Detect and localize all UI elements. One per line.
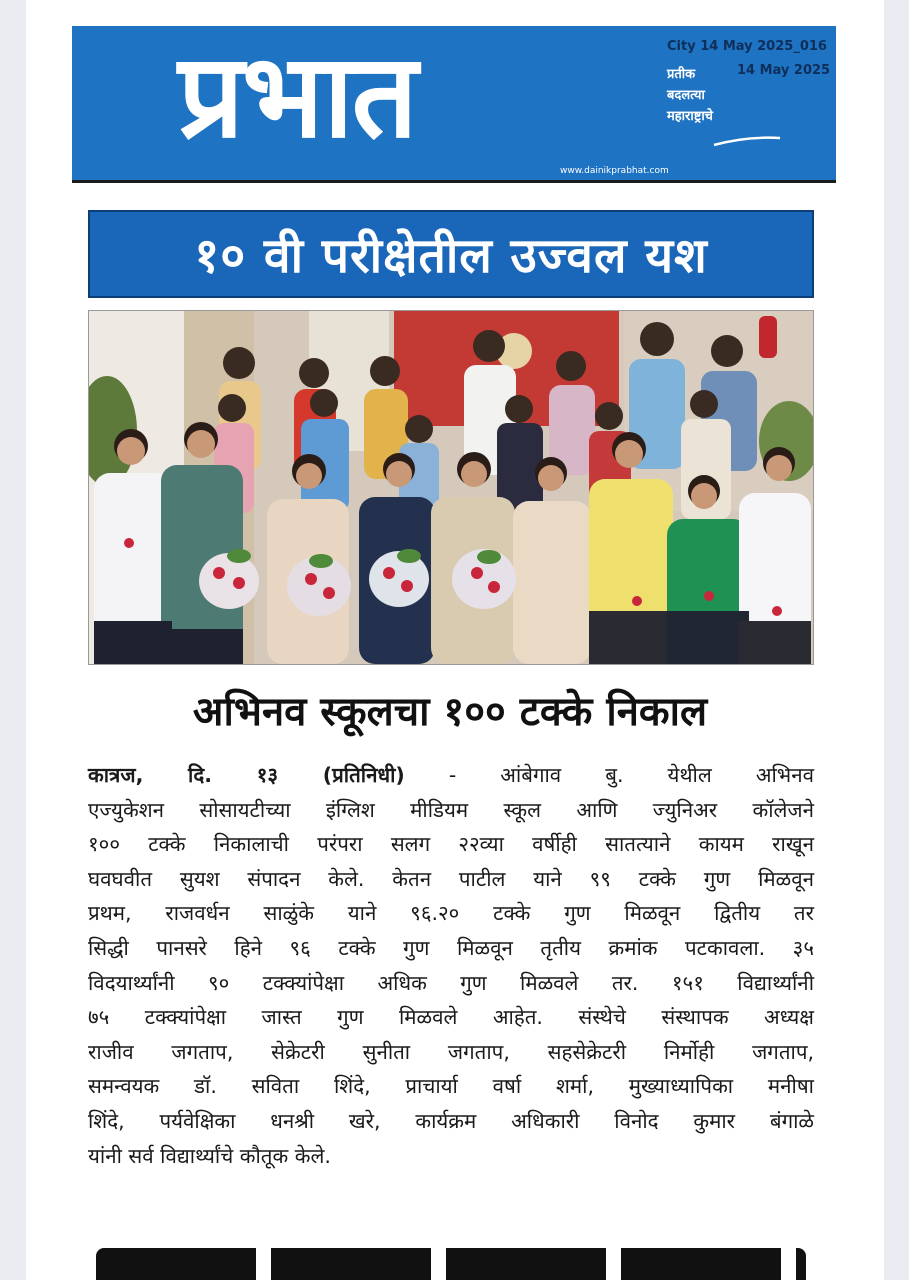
article-line: एज्युकेशन सोसायटीच्या इंग्लिश मीडियम स्कूल आणि ज्युनिअर कॉलेजने — [88, 797, 814, 822]
website-url: www.dainikprabhat.com — [560, 166, 669, 176]
article-line: राजीव जगताप, सेक्रेटरी सुनीता जगताप, सहसेक्रेटरी निर्मोही जगताप, — [88, 1039, 814, 1064]
tagline-line: महाराष्ट्राचे — [667, 109, 713, 124]
group-photo — [88, 310, 814, 665]
article-line: शिंदे, पर्यवेक्षिका धनश्री खरे, कार्यक्रम अधिकारी विनोद कुमार बंगाळे — [88, 1108, 814, 1133]
article-line — [88, 758, 814, 793]
tagline-line: बदलत्या — [667, 88, 705, 103]
edition-label: City 14 May 2025_016 — [667, 39, 827, 54]
headline: १० वी परीक्षेतील उज्वल यश — [194, 227, 708, 284]
article-line: यांनी सर्व विद्यार्थ्यांचे कौतूक केले. — [88, 1143, 331, 1168]
article-line: १०० टक्के निकालाची परंपरा सलग २२व्या वर्षीही सातत्याने कायम राखून — [88, 832, 814, 857]
headline-banner — [88, 210, 814, 298]
article-line: समन्वयक डॉ. सविता शिंदे, प्राचार्या वर्षा शर्मा, मुख्याध्यापिका मनीषा — [88, 1074, 814, 1099]
article-line: सिद्धी पानसरे हिने ९६ टक्के गुण मिळवून तृतीय क्रमांक पटकावला. ३५ — [88, 935, 814, 960]
tagline-line: प्रतीक — [667, 67, 696, 82]
group-photo-image — [89, 311, 813, 664]
article-line: ७५ टक्क्यांपेक्षा जास्त गुण मिळवले आहेत. संस्थेचे संस्थापक अध्यक्ष — [88, 1005, 814, 1030]
dateline: कात्रज, दि. १३ (प्रतिनिधी) — [88, 763, 405, 787]
newspaper-logo: प्रभात — [178, 29, 416, 164]
newspaper-page — [26, 0, 884, 1280]
swoosh-icon — [712, 134, 782, 148]
article-line: विदयार्थ्यांनी ९० टक्क्यांपेक्षा अधिक गुण मिळवले तर. १५१ विद्यार्थ्यांनी — [88, 970, 814, 995]
article-body — [88, 758, 814, 1173]
article-text: - आंबेगाव बु. येथील अभिनव — [404, 763, 814, 787]
masthead-tagline — [667, 64, 713, 127]
masthead — [72, 26, 836, 183]
next-headline-cropped — [96, 1236, 806, 1280]
article-line: प्रथम, राजवर्धन साळुंके याने ९६.२० टक्के गुण मिळवून द्वितीय तर — [88, 901, 814, 926]
sub-headline: अभिनव स्कूलचा १०० टक्के निकाल — [192, 689, 708, 735]
edition-date: 14 May 2025 — [737, 63, 831, 78]
article-line: घवघवीत सुयश संपादन केले. केतन पाटील याने ९९ टक्के गुण मिळवून — [88, 866, 814, 891]
